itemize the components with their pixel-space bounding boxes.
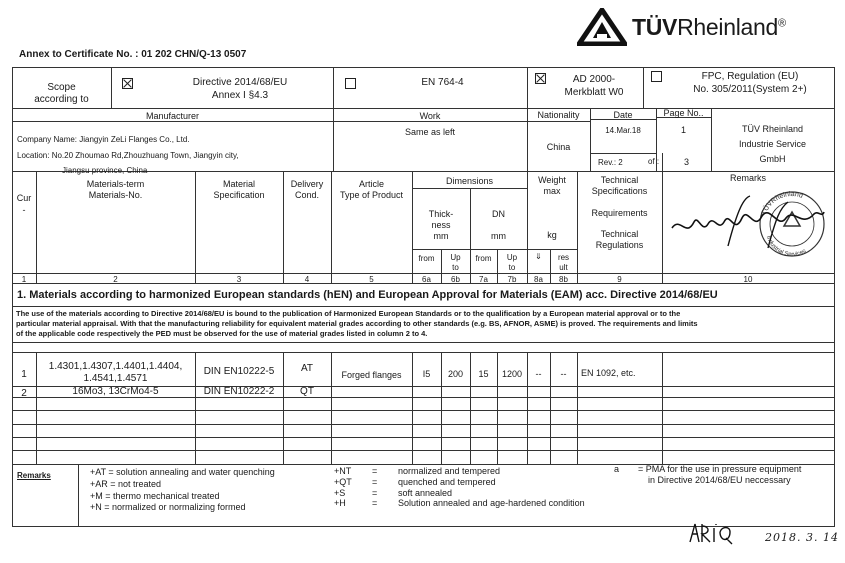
grid-line: [12, 67, 835, 68]
grid-line: [643, 67, 644, 108]
certification-stamp: [668, 188, 828, 260]
col-thickness-1: Thick-: [428, 209, 454, 219]
sub-ult-8b: ult: [559, 263, 568, 272]
nationality-value: China: [546, 142, 571, 152]
legend-line1: +AT = solution annealing and water quenching: [90, 467, 275, 477]
colnum-8a: 8a: [534, 275, 543, 284]
grid-line: [12, 342, 835, 343]
legend-m2-val: quenched and tempered: [398, 477, 496, 487]
col-cur: Cur: [16, 193, 32, 203]
legend-m2-eq: =: [372, 477, 378, 487]
initials-signature: [686, 518, 736, 548]
sub-to-7b: to: [508, 263, 516, 272]
section-note-2: particular material appraisal. With that the manufacturing reliability for equivalent material grades according to other standards (e.g. BS, AFNOR, ASME) is proved. The requirements and limits: [16, 319, 698, 328]
work-value: Same as left: [404, 127, 456, 137]
col-thickness-3: mm: [433, 231, 449, 241]
page-label: Page No..: [663, 108, 704, 118]
col-dn-2: mm: [491, 231, 506, 241]
directive-checkbox[interactable]: [122, 78, 133, 89]
scope-opt3-line1: AD 2000-: [572, 74, 616, 85]
col-cur-dash: -: [22, 205, 26, 215]
legend-m1-eq: =: [372, 466, 378, 476]
colnum-9: 9: [617, 275, 622, 284]
scope-label-1: Scope: [47, 82, 76, 93]
sub-from-6a: from: [418, 254, 435, 263]
certificate-title: Annex to Certificate No. : 01 202 CHN/Q-13 0507: [19, 49, 247, 60]
date-value: 14.Mar.18: [605, 126, 641, 135]
colnum-8b: 8b: [559, 275, 568, 284]
colnum-1: 1: [21, 275, 27, 284]
colnum-5: 5: [369, 275, 374, 284]
legend-line4: +N = normalized or normalizing formed: [90, 502, 246, 512]
scope-opt4-line1: FPC, Regulation (EU): [701, 71, 799, 82]
grid-line: [662, 352, 663, 464]
col-materials-1: Materials-term: [86, 179, 145, 189]
legend-m1-val: normalized and tempered: [398, 466, 501, 476]
scope-opt3-line2: Merkblatt W0: [564, 87, 624, 98]
col-thickness-2: ness: [431, 220, 451, 230]
grid-line: [12, 450, 835, 451]
body-line3: GmbH: [759, 154, 786, 164]
row2-cur: 2: [21, 388, 27, 399]
col-delivery-1: Delivery: [290, 179, 324, 189]
scope-opt1-line2: Annex I §4.3: [211, 90, 269, 101]
legend-r-val1: = PMA for the use in pressure equipment: [638, 464, 802, 474]
colnum-6b: 6b: [451, 275, 460, 284]
colnum-10: 10: [743, 275, 753, 284]
down-arrow-icon: ⇓: [535, 252, 542, 261]
row1-weight-8a: --: [535, 369, 542, 379]
initials-text: ARiQ: [686, 518, 689, 519]
col-article-2: Type of Product: [339, 190, 404, 200]
grid-line: [111, 67, 112, 108]
grid-line: [412, 249, 577, 250]
legend-r-val2: in Directive 2014/68/EU neccessary: [648, 475, 791, 485]
grid-line: [527, 67, 528, 108]
col-spec-1: Material: [222, 179, 255, 189]
scope-opt1-line1: Directive 2014/68/EU: [192, 77, 288, 88]
col-delivery-2: Cond.: [294, 190, 320, 200]
of-label: of :: [648, 157, 660, 166]
grid-line: [590, 153, 656, 154]
col-weight-2: max: [543, 186, 561, 196]
legend-line3: +M = thermo mechanical treated: [90, 491, 220, 501]
legend-m3-eq: =: [372, 488, 378, 498]
col-tech-3: Requirements: [591, 208, 648, 218]
nationality-label: Nationality: [537, 110, 580, 120]
sub-up-7b: Up: [506, 253, 518, 262]
col-article-1: Article: [358, 179, 384, 189]
stamp-signature: Zhao Boqiang: [668, 188, 675, 189]
row1-thick-from: I5: [422, 369, 431, 379]
en764-checkbox[interactable]: [345, 78, 356, 89]
fpc-checkbox[interactable]: [651, 71, 662, 82]
grid-line: [834, 67, 835, 527]
legend-m4-val: Solution annealed and age-hardened condition: [398, 498, 585, 508]
sub-to-6b: to: [452, 263, 459, 272]
grid-line: [12, 273, 835, 274]
sub-up-6b: Up: [450, 253, 461, 262]
legend-m4-eq: =: [372, 498, 378, 508]
grid-line: [12, 306, 835, 307]
triangle-logo-icon: [577, 8, 627, 46]
scope-label-2: according to: [34, 94, 89, 105]
body-line1: TÜV Rheinland: [741, 124, 804, 134]
colnum-4: 4: [304, 275, 310, 284]
col-weight-3: kg: [547, 230, 557, 240]
row1-article: Forged flanges: [341, 370, 402, 380]
signoff-date: 2018. 3. 14: [765, 531, 839, 544]
section-note-1: The use of the materials according to Directive 2014/68/EU is bound to the publication of Harmonized European Standards or to the qualification by a European material approval or to the: [16, 309, 681, 318]
row1-dn-from: 15: [478, 369, 489, 379]
row1-cur: 1: [21, 369, 27, 380]
scope-opt2: EN 764-4: [421, 77, 464, 88]
row2-delivery: QT: [300, 386, 314, 397]
legend-m1-key: +NT: [334, 466, 352, 476]
brand-strong: TÜV: [632, 14, 678, 40]
location-line1: Location: No.20 Zhoumao Rd,Zhouzhuang Town, Jiangyin city,: [17, 151, 239, 160]
col-spec-2: Specification: [213, 190, 265, 200]
rev-value: Rev.: 2: [598, 158, 623, 167]
col-remarks: Remarks: [729, 173, 766, 183]
row1-tech: EN 1092, etc.: [581, 368, 636, 378]
tuv-logo: [577, 8, 839, 46]
colnum-7a: 7a: [479, 275, 488, 284]
colnum-7b: 7b: [507, 275, 517, 284]
sub-res-8b: res: [557, 253, 570, 262]
col-tech-4: Technical: [600, 229, 639, 239]
col-dimensions: Dimensions: [445, 176, 494, 186]
col-materials-2: Materials-No.: [88, 190, 143, 200]
legend-line2: +AR = not treated: [90, 479, 162, 489]
work-label: Work: [419, 111, 441, 121]
grid-line: [662, 171, 663, 283]
col-weight-1: Weight: [538, 175, 566, 185]
date-label: Date: [613, 110, 633, 120]
registered-mark: ®: [778, 17, 786, 30]
sub-from-7a: from: [475, 254, 492, 263]
grid-line: [12, 67, 13, 527]
row1-materials-2: 1.4541,1.4571: [83, 373, 148, 384]
row1-dn-to: 1200: [501, 369, 523, 379]
section-heading: 1. Materials according to harmonized European standards (hEN) and European Approval for Materials (EAM) acc. Directive 2014/68/EU: [17, 289, 718, 301]
col-tech-5: Regulations: [595, 240, 644, 250]
row1-thick-to: 200: [447, 369, 464, 379]
location-line2: Jiangsu province, China: [62, 166, 148, 175]
row1-spec: DIN EN10222-5: [203, 366, 275, 377]
scope-opt4-line2: No. 305/2011(System 2+): [693, 84, 807, 95]
grid-line: [12, 410, 835, 411]
legend-m2-key: +QT: [334, 477, 352, 487]
stamp-text-bottom: Industrial Services: [764, 235, 808, 259]
company-name: Company Name: Jiangyin ZeLi Flanges Co., Ltd.: [17, 135, 190, 144]
colnum-6a: 6a: [422, 275, 431, 284]
row1-delivery: AT: [300, 363, 314, 374]
grid-line: [331, 352, 332, 464]
grid-line: [12, 437, 835, 438]
row2-materials-1: 16Mo3, 13CrMo4-5: [72, 386, 159, 397]
col-dn-1: DN: [492, 209, 505, 219]
body-line2: Industrie Service: [738, 139, 807, 149]
colnum-2: 2: [113, 275, 118, 284]
colnum-3: 3: [236, 275, 242, 284]
grid-line: [12, 424, 835, 425]
col-tech-1: Technical: [600, 175, 639, 185]
grid-line: [12, 352, 835, 353]
manufacturer-label: Manufacturer: [145, 111, 200, 121]
legend-r-key: a: [614, 464, 620, 474]
grid-line: [577, 352, 578, 464]
of-value: 3: [683, 157, 689, 167]
legend-title: Remarks: [17, 471, 51, 480]
row2-spec: DIN EN10222-2: [203, 386, 275, 397]
legend-m3-key: +S: [334, 488, 346, 498]
brand-rest: Rheinland: [677, 14, 778, 40]
row1-materials-1: 1.4301,1.4307,1.4401,1.4404,: [48, 361, 183, 372]
legend-m4-key: +H: [334, 498, 346, 508]
grid-line: [78, 464, 79, 526]
row1-weight-8b: --: [560, 369, 567, 379]
grid-line: [333, 67, 334, 108]
col-tech-2: Specifications: [591, 186, 648, 196]
stamp-text-top: TÜVRheinland: [760, 190, 804, 217]
section-note-3: of the applicable code respectively the PED must be observed for the use of material grades listed in column 2 to 4.: [16, 329, 428, 338]
legend-m3-val: soft annealed: [398, 488, 453, 498]
page-value: 1: [680, 125, 686, 135]
